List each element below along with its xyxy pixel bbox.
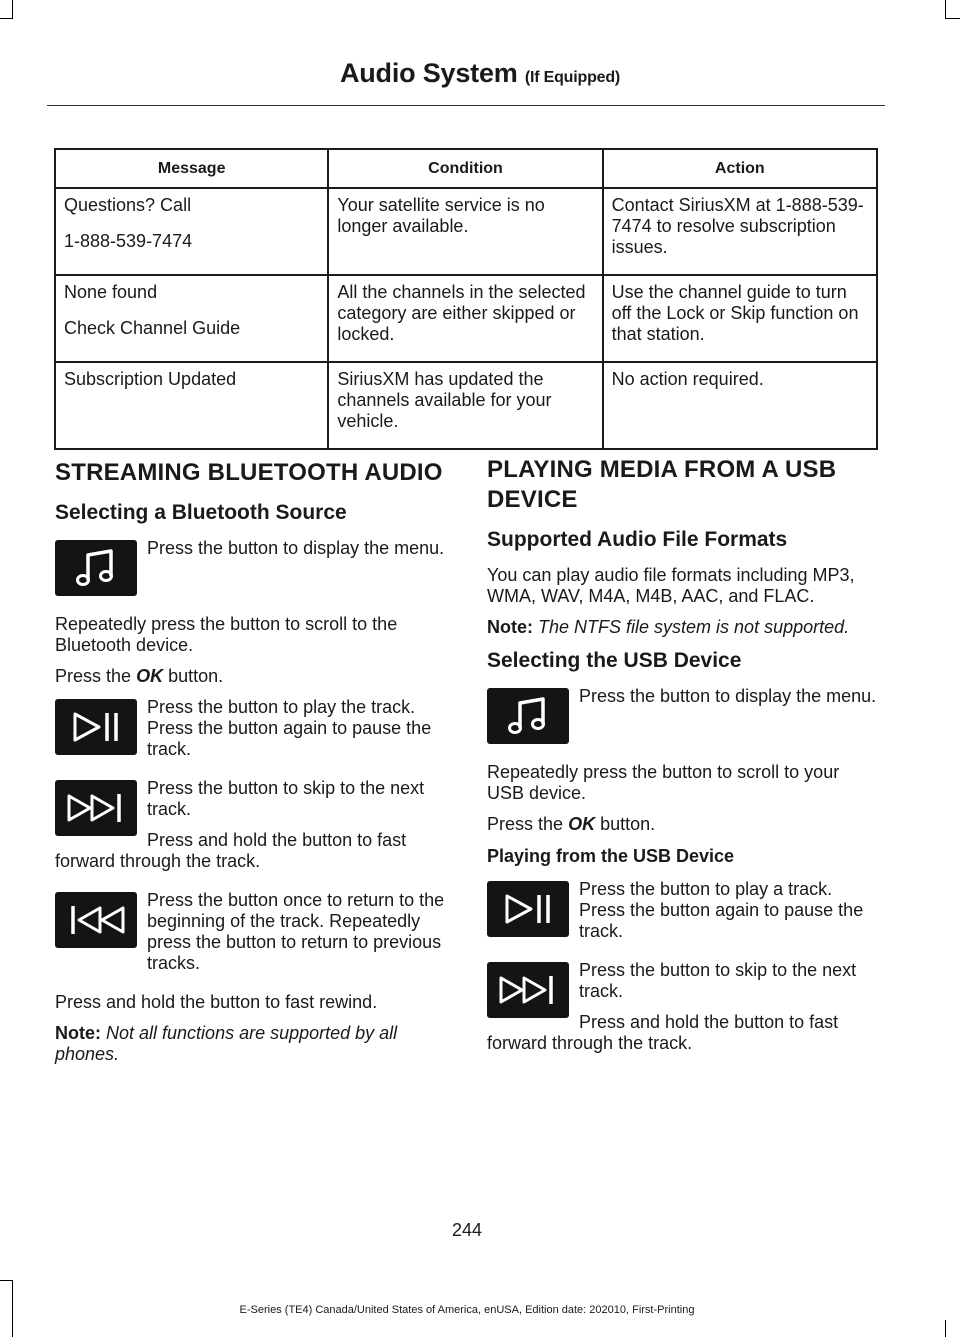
play-pause-icon — [55, 699, 137, 755]
instruction-next-track — [55, 778, 447, 882]
formats-text: You can play audio file formats including MP3, WMA, WAV, M4A, M4B, AAC, and FLAC. — [487, 565, 855, 606]
crop-mark — [12, 0, 13, 18]
message-line: Check Channel Guide — [64, 318, 241, 338]
subheading-file-formats: Supported Audio File Formats — [487, 528, 788, 551]
instruction-media — [55, 538, 447, 606]
left-column — [55, 458, 447, 1075]
skip-previous-icon — [55, 892, 137, 948]
table-cell-condition: SiriusXM has updated the channels available for your vehicle. — [328, 362, 602, 449]
press-prefix: Press the — [55, 666, 132, 686]
prev-hold-instruction-text: Press and hold the button to fast rewind. — [55, 992, 378, 1012]
next-instruction-text: Press the button to skip to the next track. — [579, 960, 857, 1001]
instruction-play-pause — [55, 697, 447, 770]
note-text: Not all functions are supported by all phones. — [55, 1023, 398, 1064]
message-line: Subscription Updated — [64, 369, 237, 389]
next-instruction-text: Press the button to skip to the next track. — [147, 778, 425, 819]
press-prefix: Press the — [487, 814, 564, 834]
ok-label: OK — [136, 666, 164, 686]
section-heading-bluetooth: STREAMING BLUETOOTH AUDIO — [55, 459, 443, 486]
skip-next-icon — [55, 780, 137, 836]
section-heading-usb: PLAYING MEDIA FROM A USB DEVICE — [487, 456, 837, 513]
next-hold-instruction-text: Press and hold the button to fast forward through the track. — [55, 830, 407, 871]
ok-instruction — [55, 666, 447, 687]
instruction-play-pause — [487, 879, 879, 952]
table-cell-action: Use the channel guide to turn off the Lock or Skip function on that station. — [603, 275, 877, 362]
music-note-icon — [487, 688, 569, 744]
table-cell-message — [55, 275, 328, 362]
next-hold-instruction-text: Press and hold the button to fast forward through the track. — [487, 1012, 839, 1053]
note — [55, 1023, 447, 1065]
crop-mark — [945, 1320, 946, 1337]
header-divider — [47, 105, 885, 106]
message-line: Questions? Call — [64, 195, 192, 215]
play-instruction-text: Press the button to play the track. Press the button again to pause the track. — [147, 697, 432, 759]
table-header-row — [55, 149, 877, 188]
note-text: The NTFS file system is not supported. — [538, 617, 850, 637]
header-title-main: Audio System — [339, 58, 518, 88]
press-suffix: button. — [600, 814, 656, 834]
crop-mark — [0, 1280, 13, 1281]
table-header-cell: Message — [55, 149, 328, 188]
table-row — [55, 188, 877, 275]
play-instruction-text: Press the button to play a track. Press the button again to pause the track. — [579, 879, 864, 941]
table-cell-condition: All the channels in the selected category are either skipped or locked. — [328, 275, 602, 362]
table-cell-action: Contact SiriusXM at 1-888-539-7474 to resolve subscription issues. — [603, 188, 877, 275]
media-instruction-text: Press the button to display the menu. — [147, 538, 445, 558]
note — [487, 617, 879, 638]
right-column — [487, 458, 879, 1072]
message-line: 1-888-539-7474 — [64, 231, 193, 251]
note-label: Note: — [55, 1023, 101, 1043]
scroll-instruction-text: Repeatedly press the button to scroll to the Bluetooth device. — [55, 614, 398, 655]
skip-next-icon — [487, 962, 569, 1018]
music-note-icon — [55, 540, 137, 596]
siriusxm-message-table — [54, 148, 878, 450]
page-number: 244 — [451, 1220, 483, 1240]
page-header — [0, 58, 960, 89]
instruction-previous-track — [55, 890, 447, 984]
instruction-next-track — [487, 960, 879, 1064]
prev-instruction-text: Press the button once to return to the beginning of the track. Repeatedly press the button to return to previous tracks. — [147, 890, 445, 973]
subheading-playing-usb: Playing from the USB Device — [487, 846, 735, 866]
table-row — [55, 362, 877, 449]
crop-mark — [0, 18, 13, 19]
table-cell-action: No action required. — [603, 362, 877, 449]
ok-label: OK — [568, 814, 596, 834]
table-cell-message — [55, 362, 328, 449]
ok-instruction — [487, 814, 879, 835]
media-instruction-text: Press the button to display the menu. — [579, 686, 877, 706]
subheading-selecting-usb: Selecting the USB Device — [487, 649, 742, 672]
message-line: None found — [64, 282, 158, 302]
table-header-cell: Action — [603, 149, 877, 188]
table-cell-message — [55, 188, 328, 275]
crop-mark — [945, 0, 946, 18]
table-row — [55, 275, 877, 362]
instruction-media — [487, 686, 879, 754]
header-title-suffix: (If Equipped) — [524, 69, 621, 86]
table-cell-condition: Your satellite service is no longer available. — [328, 188, 602, 275]
table-header-cell: Condition — [328, 149, 602, 188]
press-suffix: button. — [168, 666, 224, 686]
crop-mark — [945, 18, 960, 19]
note-label: Note: — [487, 617, 533, 637]
footer-edition-info: E-Series (TE4) Canada/United States of America, enUSA, Edition date: 202010, First-Printing — [239, 1304, 695, 1316]
play-pause-icon — [487, 881, 569, 937]
scroll-instruction-text: Repeatedly press the button to scroll to your USB device. — [487, 762, 840, 803]
subheading-bluetooth-source: Selecting a Bluetooth Source — [55, 501, 347, 524]
